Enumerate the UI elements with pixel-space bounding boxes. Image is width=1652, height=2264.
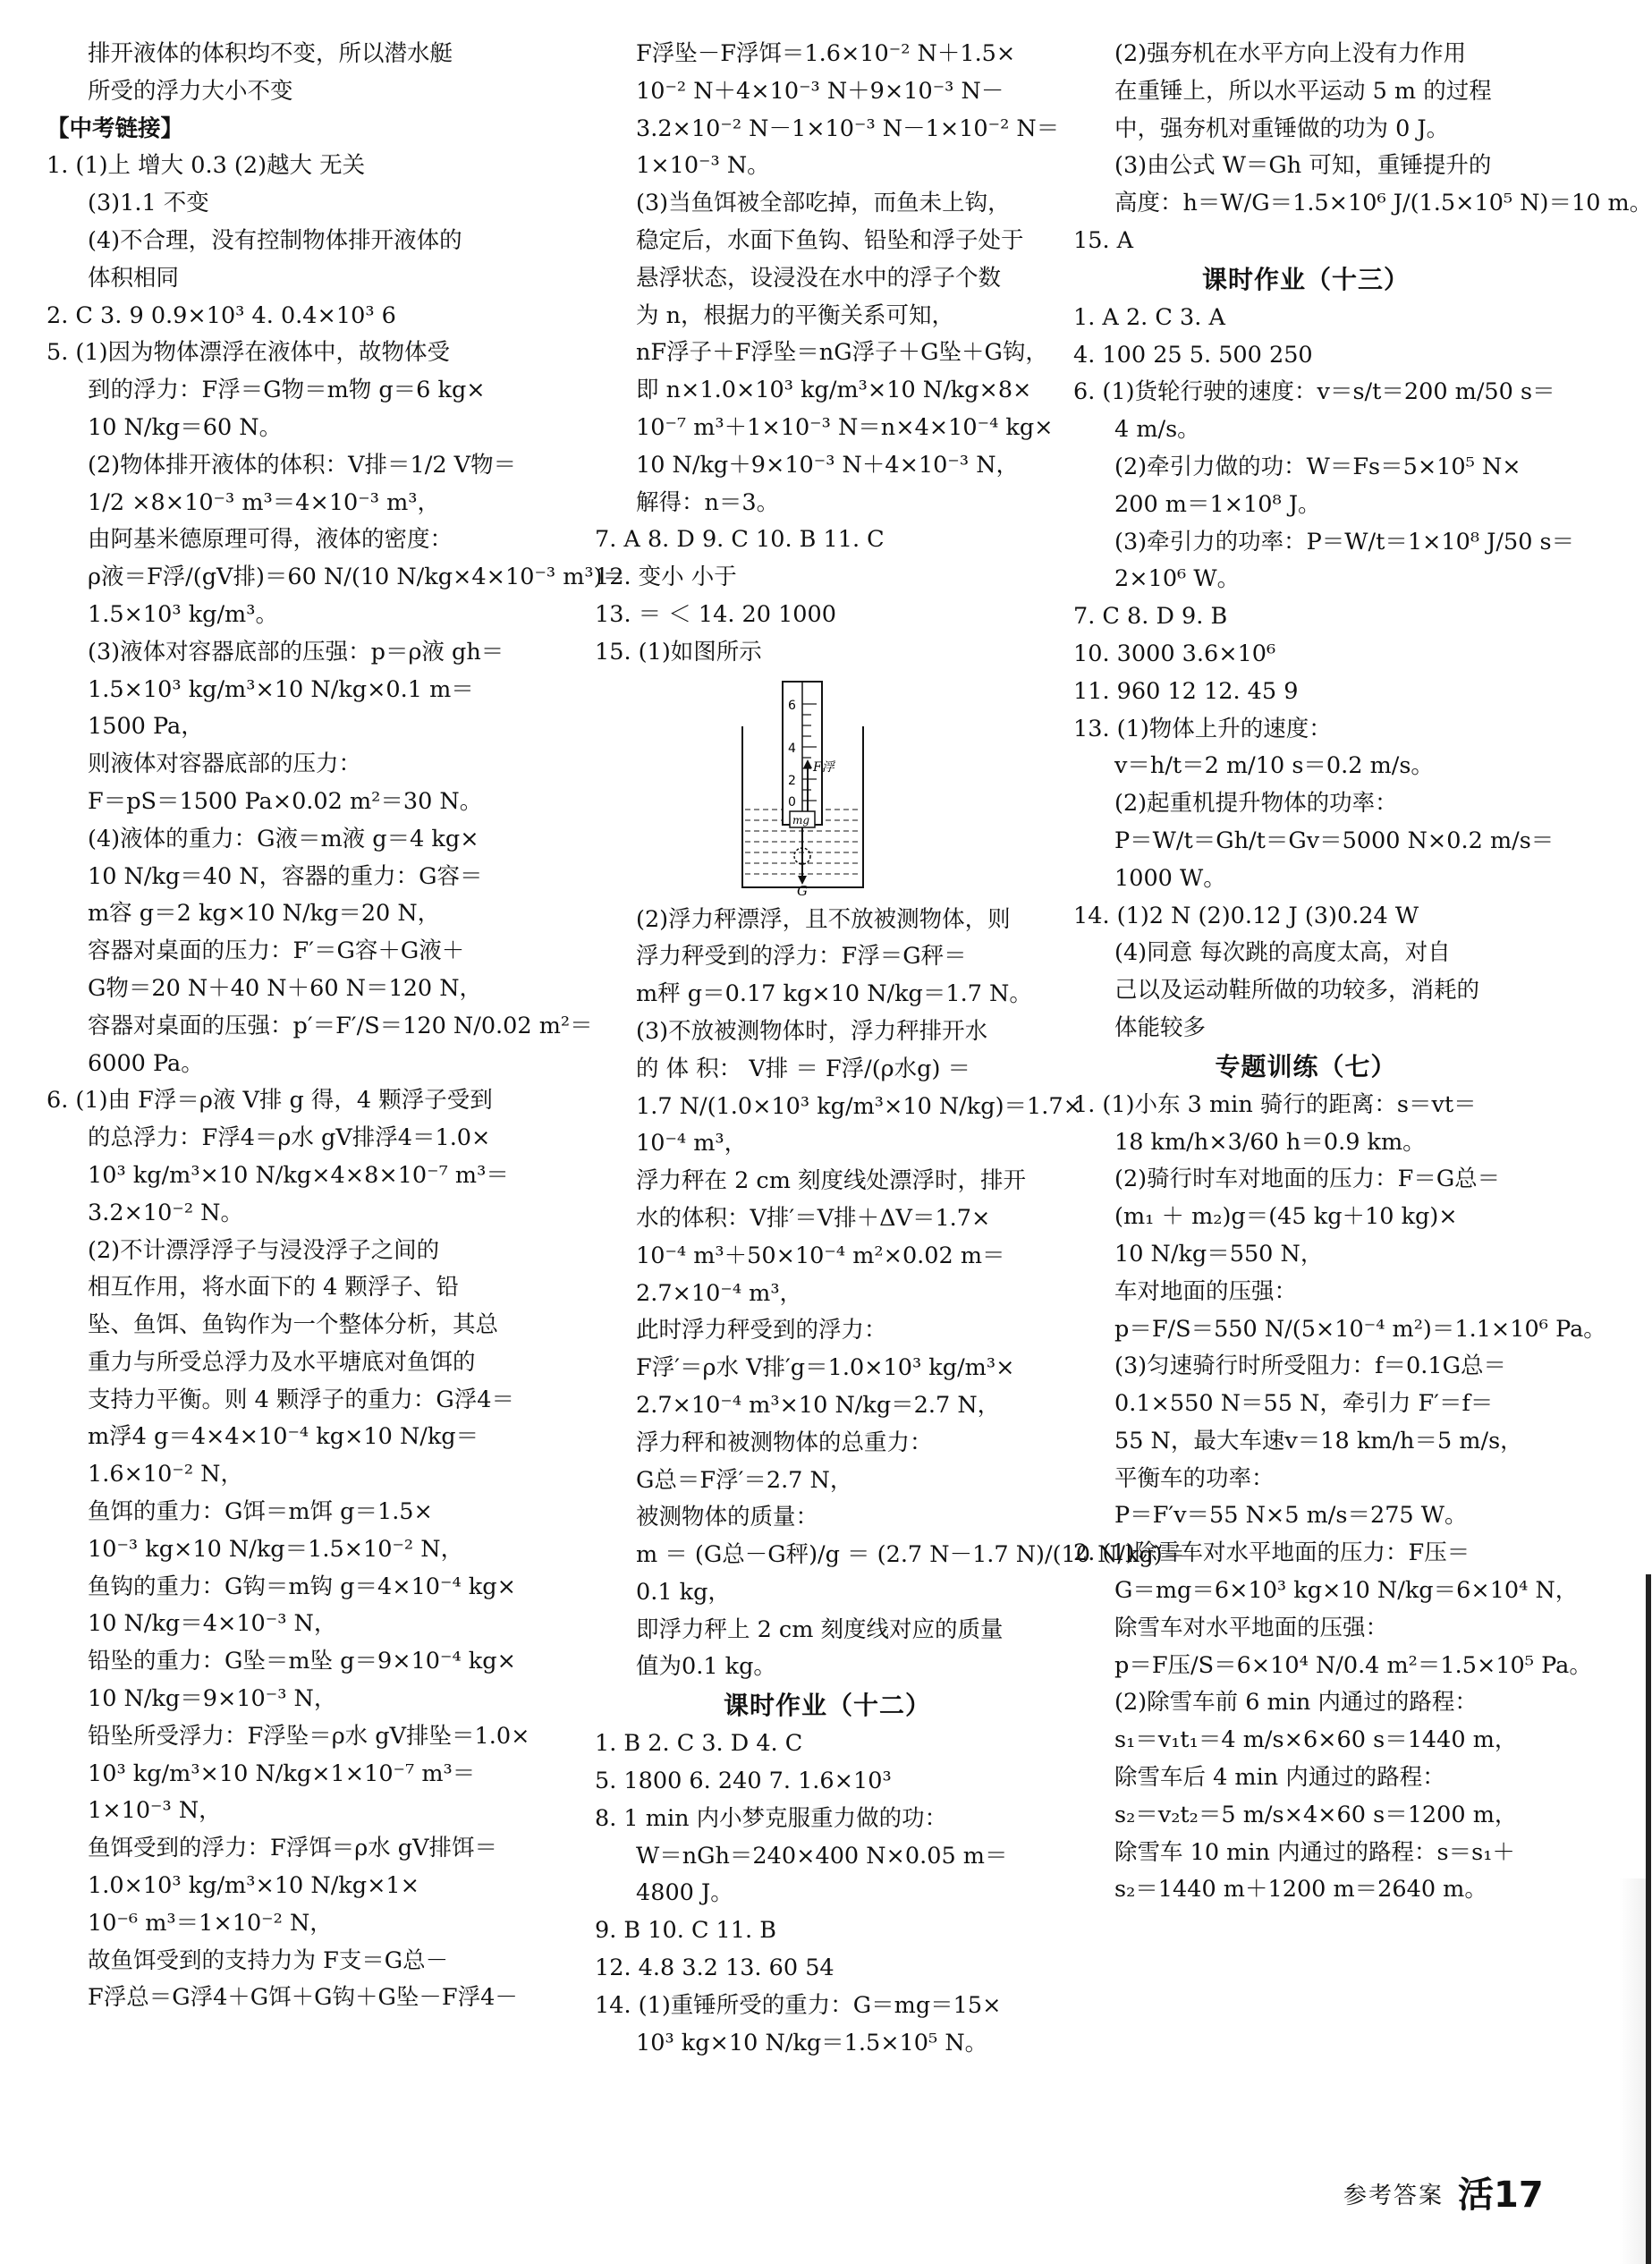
text-line: (3)牵引力的功率：P＝W/t＝1×10⁸ J/50 s＝ — [1114, 528, 1575, 555]
text-line: 1.5×10³ kg/m³。 — [88, 600, 278, 628]
text-line: 2×10⁶ W。 — [1114, 565, 1241, 593]
text-line: 6. (1)由 F浮＝ρ液 V排 g 得，4 颗浮子受到 — [47, 1087, 493, 1115]
text-line: F浮总＝G浮4＋G饵＋G钩＋G坠－F浮4－ — [88, 1984, 518, 2012]
text-line: 1.7 N/(1.0×10³ kg/m³×10 N/kg)＝1.7× — [636, 1092, 1082, 1120]
tick-label: 6 — [788, 698, 796, 713]
text-line: (3)当鱼饵被全部吃掉，而鱼未上钩， — [636, 190, 1011, 217]
text-line: 此时浮力秤受到的浮力： — [636, 1317, 887, 1344]
text-line: 11. 960 12 12. 45 9 — [1073, 677, 1299, 705]
text-line: 0.1×550 N＝55 N，牵引力 F′＝f＝ — [1114, 1390, 1494, 1418]
text-line: 坠、鱼饵、鱼钩作为一个整体分析，其总 — [88, 1311, 499, 1339]
text-line: 1. (1)小东 3 min 骑行的距离：s＝vt＝ — [1073, 1090, 1477, 1118]
text-line: 1.6×10⁻² N， — [88, 1461, 243, 1488]
text-line: s₂＝v₂t₂＝5 m/s×4×60 s＝1200 m， — [1114, 1801, 1518, 1828]
text-line: (2)牵引力做的功：W＝Fs＝5×10⁵ N× — [1114, 453, 1521, 480]
text-line: 10⁻² N＋4×10⁻³ N＋9×10⁻³ N－ — [636, 77, 1004, 105]
text-line: F浮坠－F浮饵＝1.6×10⁻² N＋1.5× — [636, 40, 1016, 67]
text-line: 1500 Pa， — [88, 713, 204, 741]
text-line: (m₁ ＋ m₂)g＝(45 kg＋10 kg)× — [1114, 1203, 1458, 1231]
float-force-label: F浮 — [813, 759, 834, 775]
text-line: 3.2×10⁻² N－1×10⁻³ N－1×10⁻² N＝ — [636, 114, 1060, 142]
text-line: m秤 g＝0.17 kg×10 N/kg＝1.7 N。 — [636, 980, 1032, 1008]
text-line: 即 n×1.0×10³ kg/m³×10 N/kg×8× — [636, 377, 1032, 404]
footer-label: 参考答案 — [1343, 2183, 1444, 2209]
text-line: 浮力秤受到的浮力：F浮＝G秤＝ — [636, 943, 967, 971]
text-line: 200 m＝1×10⁸ J。 — [1114, 490, 1321, 518]
text-line: 3.2×10⁻² N。 — [88, 1199, 243, 1226]
text-line: 12. 变小 小于 — [595, 564, 737, 591]
text-line: 7. A 8. D 9. C 10. B 11. C — [595, 526, 885, 554]
text-line: 铅坠所受浮力：F浮坠＝ρ水 gV排坠＝1.0× — [88, 1722, 530, 1750]
text-line: (2)浮力秤漂浮，且不放被测物体，则 — [636, 905, 1011, 933]
text-line: 10. 3000 3.6×10⁶ — [1073, 640, 1276, 667]
text-line: 车对地面的压强： — [1114, 1277, 1298, 1305]
text-line: 15. (1)如图所示 — [595, 638, 762, 666]
text-line: ρ液＝F浮/(gV排)＝60 N/(10 N/kg×4×10⁻³ m³)＝ — [88, 564, 626, 591]
text-line: 10³ kg×10 N/kg＝1.5×10⁵ N。 — [636, 2029, 988, 2056]
text-line: 2. C 3. 9 0.9×10³ 4. 0.4×10³ 6 — [47, 301, 396, 329]
text-line: 中，强夯机对重锤做的功为 0 J。 — [1114, 114, 1450, 142]
text-line: 1.0×10³ kg/m³×10 N/kg×1× — [88, 1872, 420, 1900]
text-line: F＝pS＝1500 Pa×0.02 m²＝30 N。 — [88, 787, 483, 815]
text-line: 即浮力秤上 2 cm 刻度线对应的质量 — [636, 1615, 1004, 1643]
text-line: 6000 Pa。 — [88, 1049, 204, 1077]
text-line: 1. A 2. C 3. A — [1073, 303, 1225, 331]
text-line: P＝W/t＝Gh/t＝Gv＝5000 N×0.2 m/s＝ — [1114, 827, 1555, 854]
text-line: 1000 W。 — [1114, 864, 1226, 892]
text-line: 鱼饵的重力：G饵＝m饵 g＝1.5× — [88, 1498, 433, 1526]
text-line: 体积相同 — [88, 264, 180, 292]
text-line: (3)不放被测物体时，浮力秤排开水 — [636, 1017, 988, 1045]
text-line: 体能较多 — [1114, 1013, 1207, 1041]
text-line: 10⁻⁶ m³＝1×10⁻² N， — [88, 1909, 333, 1937]
text-line: m ＝ (G总－G秤)/g ＝ (2.7 N－1.7 N)/(10 N/kg)＝ — [636, 1541, 1186, 1569]
text-line: 1. B 2. C 3. D 4. C — [595, 1730, 803, 1758]
text-line: 除雪车对水平地面的压强： — [1114, 1614, 1389, 1641]
text-line: 10 N/kg＝550 N， — [1114, 1240, 1324, 1268]
text-line: (3)1.1 不变 — [88, 190, 209, 217]
text-line: 平衡车的功率： — [1114, 1464, 1275, 1492]
text-line: 鱼饵受到的浮力：F浮饵＝ρ水 gV排饵＝ — [88, 1835, 498, 1862]
section-heading: 【中考链接】 — [47, 114, 184, 142]
text-line: 9. B 10. C 11. B — [595, 1917, 776, 1945]
text-line: 则液体对容器底部的压力： — [88, 750, 362, 778]
text-line: 2.7×10⁻⁴ m³， — [636, 1279, 803, 1307]
text-line: (2)起重机提升物体的功率： — [1114, 790, 1398, 818]
text-line: 相互作用，将水面下的 4 颗浮子、铅 — [88, 1274, 459, 1302]
column-3 — [1073, 36, 1652, 1909]
page-footer — [1270, 2165, 1556, 2218]
text-line: 10⁻³ kg×10 N/kg＝1.5×10⁻² N， — [88, 1535, 464, 1563]
text-line: 10 N/kg＝4×10⁻³ N， — [88, 1610, 337, 1638]
text-line: 7. C 8. D 9. B — [1073, 603, 1228, 631]
text-line: m容 g＝2 kg×10 N/kg＝20 N， — [88, 900, 441, 928]
text-line: 4 m/s。 — [1114, 416, 1200, 444]
weight-label: G — [797, 882, 808, 899]
text-line: G物＝20 N＋40 N＋60 N＝120 N， — [88, 974, 483, 1002]
text-line: 水的体积：V排′＝V排＋ΔV＝1.7× — [636, 1204, 991, 1232]
text-line: p＝F/S＝550 N/(5×10⁻⁴ m²)＝1.1×10⁶ Pa。 — [1114, 1315, 1606, 1343]
text-line: (4)液体的重力：G液＝m液 g＝4 kg× — [88, 825, 479, 852]
text-line: P＝F′v＝55 N×5 m/s＝275 W。 — [1114, 1502, 1468, 1530]
text-line: 的 体 积： V排 ＝ F浮/(ρ水g) ＝ — [636, 1055, 971, 1082]
text-line: 10 N/kg＝60 N。 — [88, 413, 283, 441]
text-line: 4800 J。 — [636, 1879, 733, 1907]
text-line: 为 n，根据力的平衡关系可知， — [636, 301, 955, 329]
text-line: p＝F压/S＝6×10⁴ N/0.4 m²＝1.5×10⁵ Pa。 — [1114, 1651, 1592, 1679]
mg-label: mg — [792, 813, 810, 827]
text-line: 8. 1 min 内小梦克服重力做的功： — [595, 1804, 948, 1832]
text-line: 在重锤上，所以水平运动 5 m 的过程 — [1114, 77, 1492, 105]
text-line: m浮4 g＝4×4×10⁻⁴ kg×10 N/kg＝ — [88, 1423, 479, 1451]
text-line: (2)骑行时车对地面的压力：F＝G总＝ — [1114, 1166, 1501, 1193]
text-line: 高度：h＝W/G＝1.5×10⁶ J/(1.5×10⁵ N)＝10 m。 — [1114, 190, 1652, 217]
text-line: 6. (1)货轮行驶的速度：v＝s/t＝200 m/50 s＝ — [1073, 378, 1555, 406]
text-line: 0.1 kg， — [636, 1578, 731, 1606]
text-line: 10 N/kg＝40 N，容器的重力：G容＝ — [88, 862, 483, 890]
text-line: 容器对桌面的压强：p′＝F′/S＝120 N/0.02 m²＝ — [88, 1012, 593, 1039]
text-line: F浮′＝ρ水 V排′g＝1.0×10³ kg/m³× — [636, 1354, 1015, 1382]
text-line: 悬浮状态，设浸没在水中的浮子个数 — [636, 264, 1002, 292]
text-line: 解得：n＝3。 — [636, 488, 780, 516]
text-line: (3)匀速骑行时所受阻力：f＝0.1G总＝ — [1114, 1352, 1506, 1380]
text-line: 10⁻⁷ m³＋1×10⁻³ N＝n×4×10⁻⁴ kg× — [636, 413, 1054, 441]
text-line: 值为0.1 kg。 — [636, 1653, 776, 1681]
text-line: (4)不合理，没有控制物体排开液体的 — [88, 226, 462, 254]
text-line: 重力与所受总浮力及水平塘底对鱼饵的 — [88, 1348, 476, 1376]
text-line: (2)强夯机在水平方向上没有力作用 — [1114, 40, 1467, 67]
text-line: 被测物体的质量： — [636, 1504, 819, 1531]
text-line: 1/2 ×8×10⁻³ m³＝4×10⁻³ m³， — [88, 488, 440, 516]
text-line: 2. (1)除雪车对水平地面的压力：F压＝ — [1073, 1539, 1470, 1567]
float-scale-diagram — [738, 677, 872, 899]
text-line: nF浮子＋F浮坠＝nG浮子＋G坠＋G钩， — [636, 339, 1048, 367]
text-line: 1. (1)上 增大 0.3 (2)越大 无关 — [47, 152, 366, 180]
text-line: 12. 4.8 3.2 13. 60 54 — [595, 1955, 834, 1982]
tick-label: 2 — [788, 773, 796, 788]
text-line: 容器对桌面的压力：F′＝G容＋G液＋ — [88, 937, 465, 965]
text-line: v＝h/t＝2 m/10 s＝0.2 m/s。 — [1114, 752, 1434, 780]
text-line: 鱼钩的重力：G钩＝m钩 g＝4×10⁻⁴ kg× — [88, 1573, 516, 1600]
column-1 — [47, 36, 626, 2017]
text-line: 10 N/kg＋9×10⁻³ N＋4×10⁻³ N， — [636, 451, 1020, 479]
text-line: 除雪车后 4 min 内通过的路程： — [1114, 1764, 1445, 1792]
text-line: 10³ kg/m³×10 N/kg×4×8×10⁻⁷ m³＝ — [88, 1161, 509, 1189]
text-line: 10⁻⁴ m³， — [636, 1130, 748, 1157]
text-line: 14. (1)2 N (2)0.12 J (3)0.24 W — [1073, 902, 1419, 929]
text-line: 10⁻⁴ m³＋50×10⁻⁴ m²×0.02 m＝ — [636, 1242, 1005, 1269]
text-line: 13. ＝ ＜ 14. 20 1000 — [595, 600, 836, 628]
text-line: W＝nGh＝240×400 N×0.05 m＝ — [636, 1842, 1008, 1870]
text-line: 浮力秤和被测物体的总重力： — [636, 1429, 933, 1456]
text-line: 己以及运动鞋所做的功较多，消耗的 — [1114, 977, 1480, 1005]
text-line: 1×10⁻³ N。 — [636, 152, 770, 180]
text-line: G总＝F浮′＝2.7 N， — [636, 1466, 853, 1494]
text-line: 的总浮力：F浮4＝ρ水 gV排浮4＝1.0× — [88, 1124, 491, 1152]
text-line: 稳定后，水面下鱼钩、铅坠和浮子处于 — [636, 226, 1024, 254]
text-line: 故鱼饵受到的支持力为 F支＝G总－ — [88, 1946, 449, 1974]
text-line: 5. (1)因为物体漂浮在液体中，故物体受 — [47, 339, 451, 367]
text-line: (4)同意 每次跳的高度太高，对自 — [1114, 939, 1451, 967]
text-line: (2)除雪车前 6 min 内通过的路程： — [1114, 1689, 1478, 1717]
text-line: G＝mg＝6×10³ kg×10 N/kg＝6×10⁴ N， — [1114, 1577, 1579, 1605]
page-edge-shadow — [1646, 1574, 1651, 2264]
tick-label: 4 — [788, 741, 796, 756]
text-line: 2.7×10⁻⁴ m³×10 N/kg＝2.7 N， — [636, 1391, 1001, 1419]
text-line: 所受的浮力大小不变 — [88, 77, 293, 105]
scan-shadow — [1619, 1878, 1646, 2264]
text-line: 4. 100 25 5. 500 250 — [1073, 341, 1313, 369]
text-line: 除雪车 10 min 内通过的路程：s＝s₁＋ — [1114, 1838, 1515, 1866]
text-line: (2)不计漂浮浮子与浸没浮子之间的 — [88, 1236, 440, 1264]
text-line: 1.5×10³ kg/m³×10 N/kg×0.1 m＝ — [88, 675, 474, 703]
text-line: 铅坠的重力：G坠＝m坠 g＝9×10⁻⁴ kg× — [88, 1648, 516, 1675]
tick-label: 0 — [788, 794, 796, 810]
text-line: 18 km/h×3/60 h＝0.9 km。 — [1114, 1128, 1426, 1156]
text-line: 55 N，最大车速v＝18 km/h＝5 m/s， — [1114, 1427, 1523, 1454]
text-line: 到的浮力：F浮＝G物＝m物 g＝6 kg× — [88, 377, 486, 404]
text-line: 1×10⁻³ N， — [88, 1797, 222, 1825]
section-title: 课时作业（十二） — [723, 1691, 931, 1721]
text-line: s₂＝1440 m＋1200 m＝2640 m。 — [1114, 1876, 1487, 1904]
text-line: 由阿基米德原理可得，液体的密度： — [88, 526, 453, 554]
text-line: 15. A — [1073, 226, 1134, 254]
text-line: 5. 1800 6. 240 7. 1.6×10³ — [595, 1768, 892, 1795]
text-line: 13. (1)物体上升的速度： — [1073, 715, 1332, 742]
text-line: 浮力秤在 2 cm 刻度线处漂浮时，排开 — [636, 1167, 1027, 1195]
section-title: 课时作业（十三） — [1201, 264, 1410, 294]
text-line: 10 N/kg＝9×10⁻³ N， — [88, 1685, 337, 1713]
text-line: s₁＝v₁t₁＝4 m/s×6×60 s＝1440 m， — [1114, 1726, 1518, 1754]
text-line: (3)液体对容器底部的压强：p＝ρ液 gh＝ — [88, 638, 504, 666]
text-line: 10³ kg/m³×10 N/kg×1×10⁻⁷ m³＝ — [88, 1759, 476, 1787]
text-line: 支持力平衡。则 4 颗浮子的重力：G浮4＝ — [88, 1386, 515, 1413]
text-line: (3)由公式 W＝Gh 可知，重锤提升的 — [1114, 152, 1492, 180]
section-title: 专题训练（七） — [1215, 1051, 1397, 1081]
text-line: (2)物体排开液体的体积：V排＝1/2 V物＝ — [88, 451, 517, 479]
text-line: 14. (1)重锤所受的重力：G＝mg＝15× — [595, 1991, 1002, 2019]
text-line: 排开液体的体积均不变，所以潜水艇 — [88, 40, 453, 67]
page-number: 活17 — [1458, 2175, 1544, 2216]
